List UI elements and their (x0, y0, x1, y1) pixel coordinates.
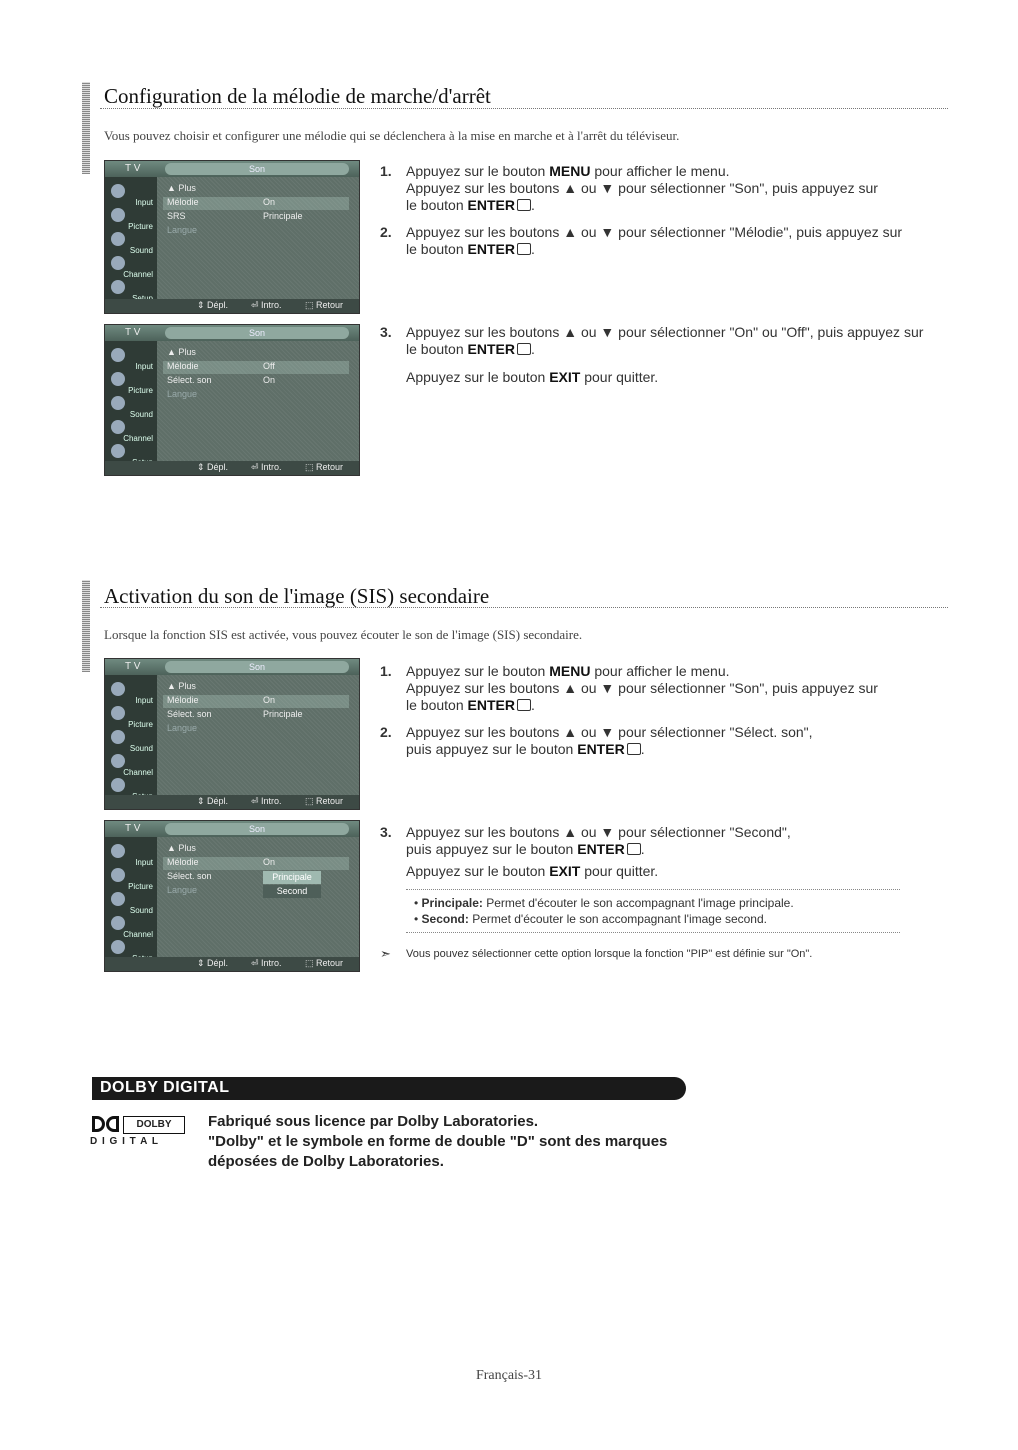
osd-row-label: ▲ Plus (167, 843, 196, 853)
instruction-step (380, 224, 1006, 258)
menu-category-icon (111, 280, 125, 294)
osd-row-label: ▲ Plus (167, 347, 196, 357)
osd-sidebar-item (108, 417, 156, 443)
osd-footer-hint: ⬚ Retour (305, 958, 344, 968)
step-line: le bouton ENTER . (406, 697, 535, 713)
osd-menu-row (163, 183, 349, 196)
osd-row-value: Principale (263, 211, 303, 221)
step-line: puis appuyez sur le bouton ENTER . (406, 741, 645, 757)
page-number: Français-31 (475, 1368, 543, 1383)
osd-sidebar-label: Picture (128, 882, 153, 891)
step-line: Appuyez sur les boutons ▲ ou ▼ pour sélectionner "Mélodie", puis appuyez sur (406, 224, 903, 240)
step-number: 2. (380, 724, 392, 740)
osd-source-label: T V (125, 163, 141, 174)
osd-menu-row (163, 843, 349, 856)
menu-category-icon (111, 256, 125, 270)
osd-sidebar-item (108, 841, 156, 867)
osd-header (105, 659, 359, 675)
dolby-digital-logo (90, 1114, 200, 1152)
osd-menu-row (163, 225, 349, 238)
section-title: Configuration de la mélodie de marche/d'arrêt (104, 84, 491, 108)
osd-sidebar-label: Input (135, 362, 153, 371)
button-name: ENTER (577, 741, 625, 757)
osd-menu-row (163, 361, 349, 374)
instruction-step (380, 724, 1006, 758)
osd-sidebar-label: Picture (128, 222, 153, 231)
option-term: Second: (421, 912, 469, 926)
step-number: 1. (380, 163, 392, 179)
osd-footer-hint: ⬚ Retour (305, 462, 344, 472)
option-description: Permet d'écouter le son accompagnant l'image second. (472, 912, 767, 926)
osd-sidebar-label: Input (135, 858, 153, 867)
enter-icon (517, 343, 531, 355)
osd-dropdown-option: Principale (263, 871, 321, 884)
osd-header (105, 161, 359, 177)
dolby-line: "Dolby" et le symbole en forme de double "D" sont des marques (208, 1133, 668, 1150)
button-name: EXIT (549, 369, 581, 385)
osd-menu-row (163, 389, 349, 402)
osd-row-value: On (263, 375, 276, 385)
osd-row-label: Sélect. son (167, 709, 212, 719)
menu-category-icon (111, 778, 125, 792)
osd-screenshot (104, 160, 360, 314)
osd-sidebar-item (108, 393, 156, 419)
osd-sidebar-item (108, 703, 156, 729)
dolby-logo-sub: D I G I T A L (90, 1136, 159, 1147)
instruction-step (380, 663, 1006, 714)
dolby-line: déposées de Dolby Laboratories. (208, 1153, 444, 1170)
osd-menu-row (163, 709, 349, 722)
osd-sidebar-label: Channel (123, 768, 153, 777)
osd-menu-title: Son (165, 163, 349, 175)
menu-category-icon (111, 348, 125, 362)
osd-menu-row (163, 681, 349, 694)
menu-category-icon (111, 682, 125, 696)
osd-footer-hint: ⬚ Retour (305, 300, 344, 310)
osd-sidebar-label: Channel (123, 434, 153, 443)
osd-sidebar-label: Channel (123, 930, 153, 939)
option-note: • Second: Permet d'écouter le son accompagnant l'image second. (414, 912, 767, 926)
osd-row-label: Langue (167, 723, 198, 733)
osd-header (105, 325, 359, 341)
osd-footer-hint: ⇕ Dépl. (197, 796, 229, 806)
osd-footer-hint: ⇕ Dépl. (197, 462, 229, 472)
osd-sidebar (105, 341, 157, 461)
menu-category-icon (111, 940, 125, 954)
step-number: 3. (380, 824, 392, 840)
osd-footer-hint: ⇕ Dépl. (197, 300, 229, 310)
step-number: 1. (380, 663, 392, 679)
osd-row-label: Mélodie (167, 695, 199, 705)
osd-sidebar (105, 837, 157, 957)
step-line: Appuyez sur les boutons ▲ ou ▼ pour sélectionner "On" ou "Off", puis appuyez sur (406, 324, 924, 340)
section-marker (82, 82, 90, 174)
osd-dropdown-option: Second (263, 885, 321, 898)
osd-menu-title: Son (165, 823, 349, 835)
option-description: Permet d'écouter le son accompagnant l'image principale. (486, 896, 794, 910)
section-intro: Lorsque la fonction SIS est activée, vous pouvez écouter le son de l'image (SIS) secondaire. (104, 627, 583, 642)
step-line: Appuyez sur les boutons ▲ ou ▼ pour sélectionner "Son", puis appuyez sur (406, 680, 878, 696)
osd-sidebar-item (108, 205, 156, 231)
menu-category-icon (111, 372, 125, 386)
osd-sidebar-item (108, 727, 156, 753)
osd-row-value: On (263, 695, 276, 705)
dolby-line: Fabriqué sous licence par Dolby Laboratories. (208, 1113, 539, 1130)
osd-sidebar (105, 675, 157, 795)
button-name: MENU (549, 163, 591, 179)
enter-icon (627, 743, 641, 755)
osd-footer (105, 461, 359, 475)
osd-sidebar-label: Picture (128, 386, 153, 395)
button-name: ENTER (467, 197, 515, 213)
osd-row-label: Langue (167, 225, 198, 235)
osd-row-label: Mélodie (167, 197, 199, 207)
step-line: le bouton ENTER . (406, 341, 535, 357)
note-arrow-icon: ➣ (380, 946, 391, 961)
section-divider (100, 607, 948, 608)
step-line: Appuyez sur le bouton MENU pour afficher le menu. (406, 663, 730, 679)
osd-footer (105, 957, 359, 971)
step-line: Appuyez sur le bouton MENU pour afficher le menu. (406, 163, 730, 179)
osd-menu-row (163, 695, 349, 708)
menu-category-icon (111, 420, 125, 434)
osd-footer-hint: ⏎ Intro. (251, 958, 282, 968)
osd-menu-row (163, 871, 349, 884)
button-name: ENTER (577, 841, 625, 857)
dolby-header-bar (92, 1077, 686, 1100)
step-line: Appuyez sur les boutons ▲ ou ▼ pour sélectionner "Sélect. son", (406, 724, 813, 740)
osd-footer-hint: ⏎ Intro. (251, 300, 282, 310)
menu-category-icon (111, 844, 125, 858)
osd-footer (105, 795, 359, 809)
osd-footer-hint: ⏎ Intro. (251, 462, 282, 472)
exit-instruction: Appuyez sur le bouton EXIT pour quitter. (406, 369, 659, 385)
instruction-step (380, 324, 1006, 358)
menu-category-icon (111, 754, 125, 768)
osd-sidebar-label: Sound (129, 744, 153, 753)
osd-source-label: T V (125, 327, 141, 338)
enter-icon (517, 243, 531, 255)
instruction-step (380, 163, 1006, 214)
menu-category-icon (111, 208, 125, 222)
osd-sidebar-item (108, 369, 156, 395)
button-name: EXIT (549, 863, 581, 879)
osd-row-label: Mélodie (167, 857, 199, 867)
dolby-license-text (208, 1112, 667, 1172)
osd-row-label: ▲ Plus (167, 681, 196, 691)
option-term: Principale: (421, 896, 483, 910)
option-note: • Principale: Permet d'écouter le son accompagnant l'image principale. (414, 896, 794, 910)
osd-sidebar-label: Picture (128, 720, 153, 729)
osd-sidebar-label: Sound (129, 906, 153, 915)
step-number: 2. (380, 224, 392, 240)
osd-menu-row (163, 857, 349, 870)
osd-row-label: SRS (167, 211, 186, 221)
osd-header (105, 821, 359, 837)
osd-row-label: ▲ Plus (167, 183, 196, 193)
osd-sidebar-item (108, 751, 156, 777)
osd-menu-title: Son (165, 661, 349, 673)
osd-row-label: Mélodie (167, 361, 199, 371)
osd-row-label: Langue (167, 389, 198, 399)
osd-sidebar-item (108, 181, 156, 207)
instruction-step (380, 824, 1006, 858)
osd-source-label: T V (125, 823, 141, 834)
step-line: puis appuyez sur le bouton ENTER . (406, 841, 645, 857)
dolby-header-label: DOLBY DIGITAL (100, 1079, 230, 1096)
osd-menu-row (163, 211, 349, 224)
osd-sidebar-item (108, 865, 156, 891)
osd-row-value: On (263, 197, 276, 207)
osd-footer-hint: ⬚ Retour (305, 796, 344, 806)
osd-screenshot (104, 658, 360, 810)
osd-sidebar-item (108, 913, 156, 939)
osd-row-label: Sélect. son (167, 871, 212, 881)
menu-category-icon (111, 916, 125, 930)
osd-source-label: T V (125, 661, 141, 672)
osd-screenshot (104, 324, 360, 476)
osd-footer-hint: ⏎ Intro. (251, 796, 282, 806)
menu-category-icon (111, 706, 125, 720)
osd-sidebar-label: Input (135, 696, 153, 705)
osd-menu-row (163, 885, 349, 898)
menu-category-icon (111, 232, 125, 246)
section-title: Activation du son de l'image (SIS) secondaire (104, 584, 490, 608)
osd-sidebar-item (108, 229, 156, 255)
step-line: le bouton ENTER . (406, 241, 535, 257)
osd-sidebar-label: Sound (129, 246, 153, 255)
menu-category-icon (111, 396, 125, 410)
enter-icon (517, 199, 531, 211)
section-marker (82, 580, 90, 672)
menu-category-icon (111, 868, 125, 882)
section-divider (100, 108, 948, 109)
button-name: ENTER (467, 697, 515, 713)
osd-footer (105, 299, 359, 313)
option-notes (406, 889, 900, 933)
button-name: MENU (549, 663, 591, 679)
osd-screenshot (104, 820, 360, 972)
osd-row-value: Off (263, 361, 275, 371)
osd-menu-row (163, 347, 349, 360)
exit-instruction: Appuyez sur le bouton EXIT pour quitter. (406, 863, 659, 879)
osd-menu-row (163, 723, 349, 736)
step-line: le bouton ENTER . (406, 197, 535, 213)
menu-category-icon (111, 184, 125, 198)
osd-sidebar-item (108, 345, 156, 371)
button-name: ENTER (467, 241, 515, 257)
button-name: ENTER (467, 341, 515, 357)
osd-menu-title: Son (165, 327, 349, 339)
step-line: Appuyez sur les boutons ▲ ou ▼ pour sélectionner "Second", (406, 824, 791, 840)
osd-row-label: Sélect. son (167, 375, 212, 385)
osd-sidebar-label: Sound (129, 410, 153, 419)
enter-icon (627, 843, 641, 855)
menu-category-icon (111, 444, 125, 458)
step-line: Appuyez sur les boutons ▲ ou ▼ pour sélectionner "Son", puis appuyez sur (406, 180, 878, 196)
osd-row-value: On (263, 857, 276, 867)
osd-sidebar-label: Channel (123, 270, 153, 279)
osd-footer-hint: ⇕ Dépl. (197, 958, 229, 968)
osd-menu-row (163, 375, 349, 388)
section-intro: Vous pouvez choisir et configurer une mélodie qui se déclenchera à la mise en marche et à l'arrêt du téléviseur. (104, 128, 680, 143)
dolby-logo-word: DOLBY (123, 1116, 185, 1134)
osd-sidebar-item (108, 889, 156, 915)
enter-icon (517, 699, 531, 711)
osd-sidebar-item (108, 253, 156, 279)
osd-sidebar-item (108, 679, 156, 705)
step-number: 3. (380, 324, 392, 340)
menu-category-icon (111, 892, 125, 906)
osd-menu-row (163, 197, 349, 210)
tip-text: Vous pouvez sélectionner cette option lorsque la fonction "PIP" est définie sur "On". (406, 948, 813, 960)
osd-row-value: Principale (263, 709, 303, 719)
osd-sidebar (105, 177, 157, 299)
osd-sidebar-label: Input (135, 198, 153, 207)
menu-category-icon (111, 730, 125, 744)
osd-row-label: Langue (167, 885, 198, 895)
